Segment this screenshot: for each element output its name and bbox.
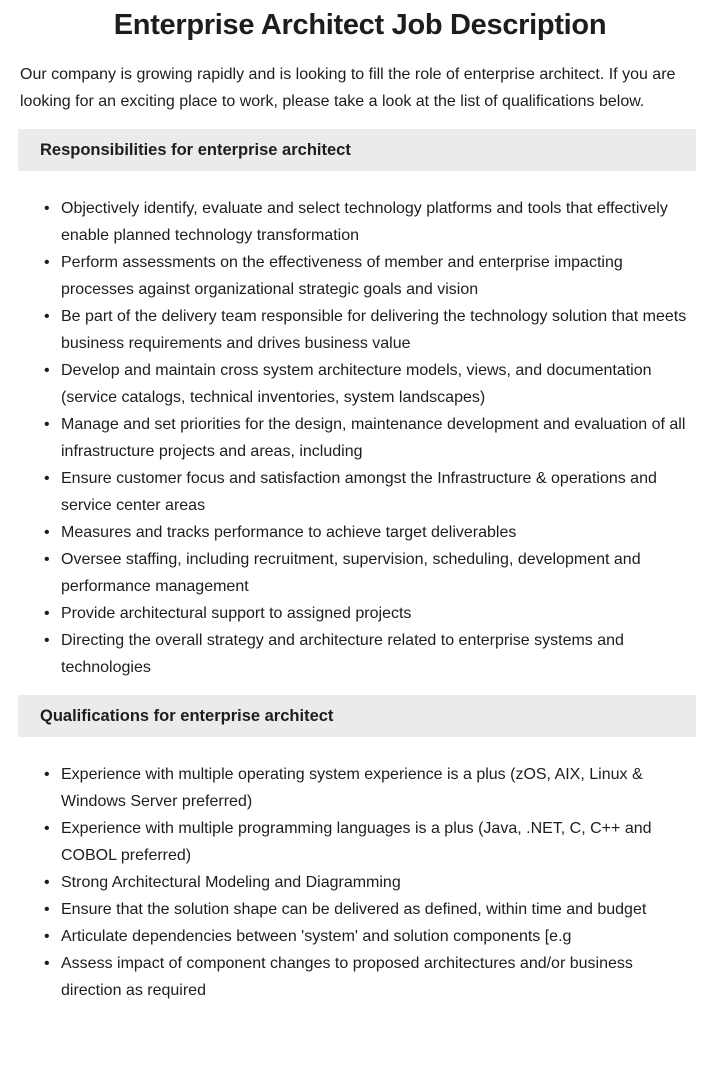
list-item: • Articulate dependencies between 'system' and solution components [e.g	[20, 923, 692, 950]
list-item: • Ensure that the solution shape can be delivered as defined, within time and budget	[20, 896, 692, 923]
list-item: • Directing the overall strategy and architecture related to enterprise systems and technologies	[20, 627, 692, 681]
section-header-responsibilities: Responsibilities for enterprise architect	[18, 129, 696, 171]
list-item: • Experience with multiple operating system experience is a plus (zOS, AIX, Linux & Windows Server preferred)	[20, 761, 692, 815]
list-item: • Manage and set priorities for the design, maintenance development and evaluation of all infrastructure projects and areas, including	[20, 411, 692, 465]
list-item: • Objectively identify, evaluate and select technology platforms and tools that effectively enable planned technology transformation	[20, 195, 692, 249]
list-item: • Provide architectural support to assigned projects	[20, 600, 692, 627]
list-item: • Oversee staffing, including recruitment, supervision, scheduling, development and performance management	[20, 546, 692, 600]
list-item: • Ensure customer focus and satisfaction amongst the Infrastructure & operations and service center areas	[20, 465, 692, 519]
list-item: • Strong Architectural Modeling and Diagramming	[20, 869, 692, 896]
job-description-page	[0, 6, 720, 1089]
list-item: • Perform assessments on the effectiveness of member and enterprise impacting processes against organizational strategic goals and vision	[20, 249, 692, 303]
responsibilities-list	[20, 195, 692, 681]
section-header-qualifications: Qualifications for enterprise architect	[18, 695, 696, 737]
list-item: • Assess impact of component changes to proposed architectures and/or business direction as required	[20, 950, 692, 1004]
qualifications-list	[20, 761, 692, 1004]
list-item: • Be part of the delivery team responsible for delivering the technology solution that meets business requirements and drives business value	[20, 303, 692, 357]
intro-paragraph: Our company is growing rapidly and is looking to fill the role of enterprise architect. If you are looking for an exciting place to work, please take a look at the list of qualifications below.	[20, 66, 676, 110]
list-item: • Develop and maintain cross system architecture models, views, and documentation (service catalogs, technical inventories, system landscapes)	[20, 357, 692, 411]
list-item: • Measures and tracks performance to achieve target deliverables	[20, 519, 692, 546]
list-item: • Experience with multiple programming languages is a plus (Java, .NET, C, C++ and COBOL preferred)	[20, 815, 692, 869]
page-title: Enterprise Architect Job Description	[113, 9, 607, 41]
